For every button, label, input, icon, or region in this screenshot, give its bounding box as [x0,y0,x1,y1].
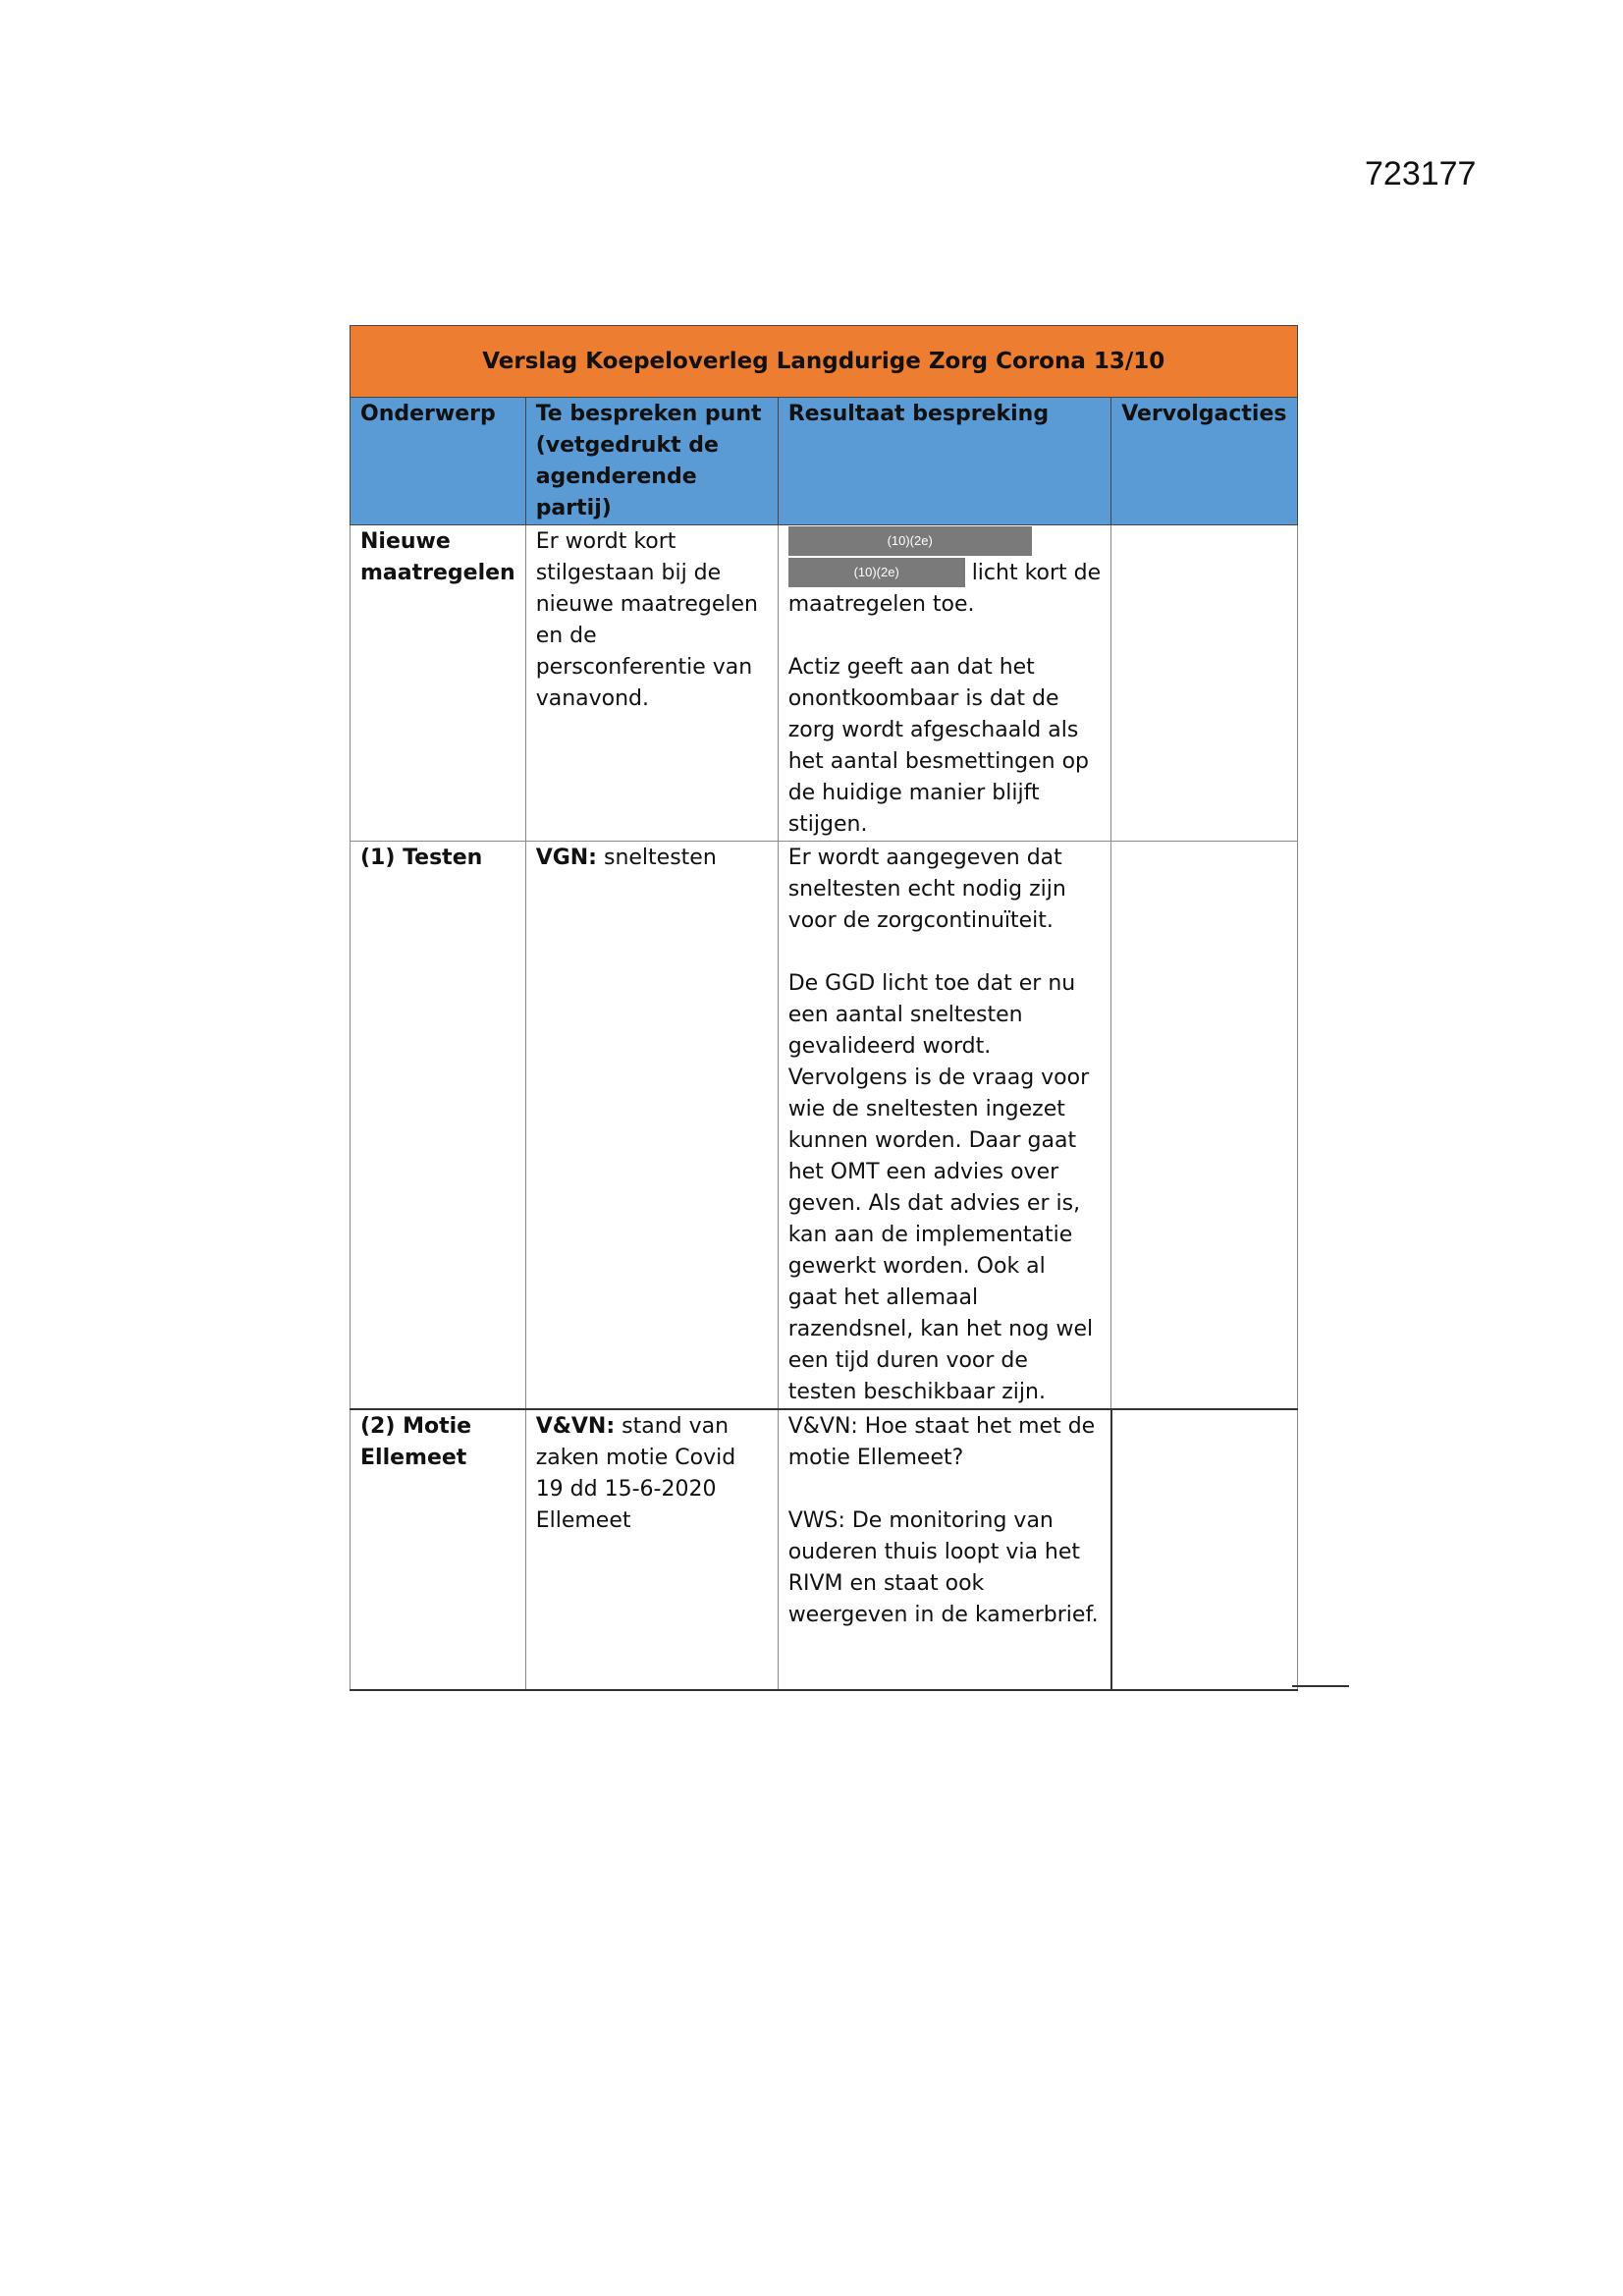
header-onderwerp: Onderwerp [351,398,526,525]
document-number: 723177 [1365,155,1477,192]
result-paragraph: V&VN: Hoe staat het met de motie Ellemeet? [787,1414,1096,1470]
discussion-text: sneltesten [596,846,717,870]
result-paragraph: Actiz geeft aan dat het onontkoombaar is dat de zorg wordt afgeschaald als het aantal besmettingen op de huidige manier blijft stijgen. [787,655,1090,837]
result-paragraph: De GGD licht toe dat er nu een aantal sneltesten gevalideerd wordt. Vervolgens is de vraag voor wie de sneltesten ingezet kunnen worden. Daar gaat het OMT een advies over geven. Als dat advies er is, kan aan de implementatie gewerkt worden. Ook al gaat het allemaal razendsnel, kan het nog wel een tijd duren voor de testen beschikbaar zijn. [787,971,1094,1404]
discussion-text: stand van zaken motie Covid 19 dd 15-6-2020 Ellemeet [535,1414,736,1533]
result-paragraph: VWS: De monitoring van ouderen thuis loopt via het RIVM en staat ook weergeven in de kamerbrief. [787,1508,1099,1627]
header-vervolgacties: Vervolgacties [1111,398,1297,525]
header-te-bespreken: Te bespreken punt (vetgedrukt de agenderende partij) [525,398,778,525]
row-discussion-point [525,842,778,1410]
header-resultaat: Resultaat bespreking [778,398,1111,525]
row-subject: (2) Motie Ellemeet [360,1414,472,1470]
row-subject: (1) Testen [360,846,483,870]
row-result [778,842,1111,1410]
row-discussion-point: Er wordt kort stilgestaan bij de nieuwe maatregelen en de persconferentie van vanavond. [525,525,778,842]
meeting-report-table [350,325,1298,1691]
table-row [351,525,1298,842]
row-result [778,525,1111,842]
table-row [351,1409,1298,1690]
row-follow-up [1111,842,1297,1410]
agenda-party: VGN: [535,846,597,870]
row-follow-up [1111,525,1297,842]
row-follow-up [1111,1409,1297,1690]
redaction-box: (10)(2e) [788,558,965,587]
row-discussion-point [525,1409,778,1690]
agenda-party: V&VN: [535,1414,616,1439]
table-border-extension [1292,1685,1349,1687]
row-result [778,1409,1111,1690]
table-title: Verslag Koepeloverleg Langdurige Zorg Corona 13/10 [351,326,1298,398]
result-paragraph: Er wordt aangegeven dat sneltesten echt nodig zijn voor de zorgcontinuïteit. [787,846,1066,933]
table-row [351,842,1298,1410]
result-text: licht kort de maatregelen toe. [787,561,1102,617]
redaction-box: (10)(2e) [788,526,1032,556]
row-subject: Nieuwe maatregelen [360,529,515,585]
